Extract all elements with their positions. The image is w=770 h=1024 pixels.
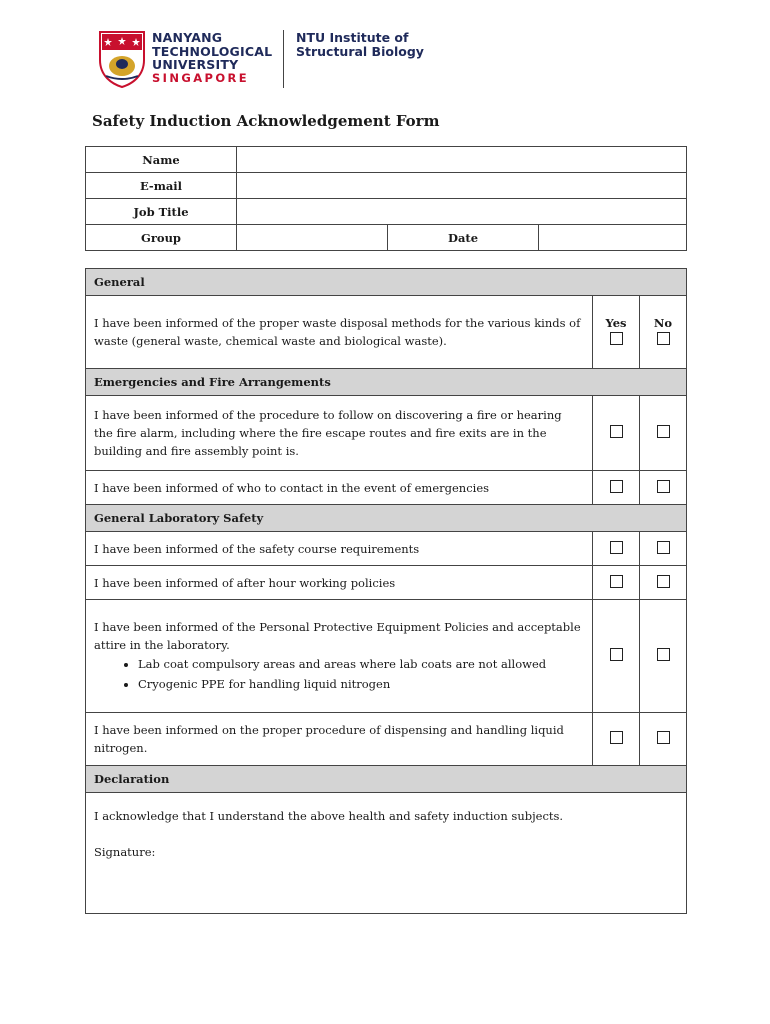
job-title-label: Job Title [86, 199, 237, 225]
checklist-row [86, 396, 687, 471]
ppe-bullet-list [94, 654, 584, 694]
no-checkbox[interactable] [657, 332, 670, 345]
question-safety-course: I have been informed of the safety course requirements [86, 532, 593, 566]
question-emergency-contact: I have been informed of who to contact in the event of emergencies [86, 471, 593, 505]
header-logos [98, 30, 428, 90]
checklist-row [86, 471, 687, 505]
question-waste-disposal: I have been informed of the proper waste disposal methods for the various kinds of waste (general waste, chemical waste and biological waste). [86, 296, 593, 369]
group-label: Group [86, 225, 237, 251]
question-ppe-text: I have been informed of the Personal Protective Equipment Policies and acceptable attire in the laboratory. [94, 620, 581, 652]
section-title-emergencies: Emergencies and Fire Arrangements [86, 369, 687, 396]
yes-column [593, 296, 640, 369]
no-checkbox[interactable] [657, 541, 670, 554]
question-fire-procedure: I have been informed of the procedure to follow on discovering a fire or hearing the fire alarm, including where the fire escape routes and fire exits are in the building and fire assembly point is. [86, 396, 593, 471]
checklist-row [86, 532, 687, 566]
checklist-row [86, 713, 687, 766]
checklist-row [86, 296, 687, 369]
date-field[interactable] [539, 225, 687, 251]
job-title-field[interactable] [237, 199, 687, 225]
section-title-lab-safety: General Laboratory Safety [86, 505, 687, 532]
personal-info-table [85, 146, 687, 251]
university-name: NANYANG TECHNOLOGICAL UNIVERSITY SINGAPORE [152, 30, 273, 85]
list-item: • Cryogenic PPE for handling liquid nitrogen [138, 674, 584, 694]
ntu-crest-icon [98, 30, 146, 88]
yes-checkbox[interactable] [610, 332, 623, 345]
email-field[interactable] [237, 173, 687, 199]
declaration-statement: I acknowledge that I understand the above health and safety induction subjects. [94, 809, 564, 823]
no-column [640, 296, 687, 369]
section-title-general: General [86, 269, 687, 296]
name-field[interactable] [237, 147, 687, 173]
email-label: E-mail [86, 173, 237, 199]
yes-checkbox[interactable] [610, 425, 623, 438]
question-ppe [86, 600, 593, 713]
yes-checkbox[interactable] [610, 541, 623, 554]
checklist-row [86, 600, 687, 713]
no-checkbox[interactable] [657, 648, 670, 661]
no-label: No [653, 316, 673, 330]
checklist-row [86, 566, 687, 600]
yes-checkbox[interactable] [610, 480, 623, 493]
signature-label: Signature: [94, 845, 156, 859]
logo-divider [283, 30, 284, 88]
section-title-declaration: Declaration [86, 766, 687, 793]
group-field[interactable] [237, 225, 388, 251]
yes-label: Yes [605, 316, 627, 330]
yes-checkbox[interactable] [610, 575, 623, 588]
name-label: Name [86, 147, 237, 173]
question-liquid-nitrogen: I have been informed on the proper procedure of dispensing and handling liquid nitrogen. [86, 713, 593, 766]
no-checkbox[interactable] [657, 425, 670, 438]
induction-checklist [85, 268, 687, 914]
yes-checkbox[interactable] [610, 731, 623, 744]
yes-checkbox[interactable] [610, 648, 623, 661]
no-checkbox[interactable] [657, 480, 670, 493]
institute-name: NTU Institute of Structural Biology [296, 30, 424, 59]
declaration-box [86, 793, 687, 914]
no-checkbox[interactable] [657, 731, 670, 744]
form-title: Safety Induction Acknowledgement Form [92, 112, 440, 130]
question-after-hours: I have been informed of after hour working policies [86, 566, 593, 600]
list-item: • Lab coat compulsory areas and areas where lab coats are not allowed [138, 654, 584, 674]
no-checkbox[interactable] [657, 575, 670, 588]
date-label: Date [388, 225, 539, 251]
